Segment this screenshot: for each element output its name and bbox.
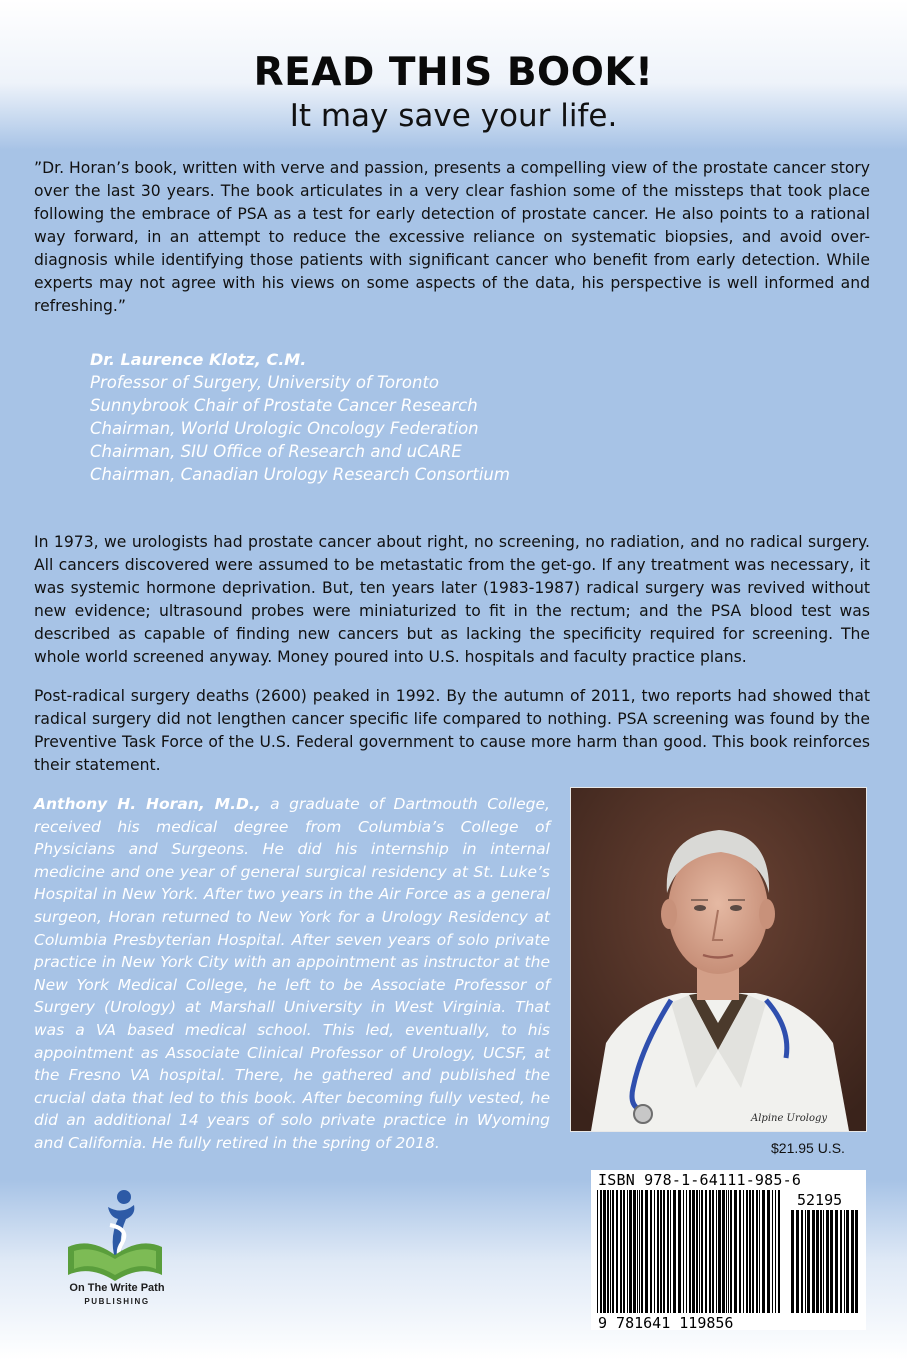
subheadline: It may save your life. [289, 98, 618, 134]
barcode-bar [840, 1210, 842, 1313]
endorser-name: Dr. Laurence Klotz, C.M. [90, 350, 307, 369]
barcode-bar [689, 1190, 691, 1313]
barcode-bar [722, 1190, 725, 1313]
barcode-supplement: 52195 [797, 1191, 843, 1209]
barcode-bar [597, 1190, 598, 1313]
author-name: Anthony H. Horan, M.D., [34, 795, 261, 813]
barcode-bar [718, 1190, 721, 1313]
endorsement-attribution [90, 348, 690, 486]
barcode-bar [739, 1190, 741, 1313]
barcode-bar [791, 1210, 794, 1313]
barcode-bar [855, 1210, 858, 1313]
endorser-title: Chairman, Canadian Urology Research Consortium [90, 465, 510, 484]
barcode-bar [851, 1210, 854, 1313]
publisher-name: On The Write Path [69, 1282, 165, 1294]
author-bio [34, 793, 550, 1155]
barcode-bar [801, 1210, 803, 1313]
barcode-bar [756, 1190, 758, 1313]
barcode-bar [816, 1210, 819, 1313]
supplement-bars [791, 1210, 858, 1313]
barcode-bar [627, 1190, 628, 1313]
price-label: $21.95 U.S. [771, 1140, 845, 1156]
barcode-bar [610, 1190, 611, 1313]
barcode-bar [712, 1190, 714, 1313]
barcode-bar [654, 1190, 655, 1313]
publisher-logo [60, 1185, 170, 1315]
barcode-bar [683, 1190, 684, 1313]
barcode-bar [746, 1190, 748, 1313]
barcode-bar [623, 1190, 625, 1313]
barcode-bar [835, 1210, 838, 1313]
barcode-bar [812, 1210, 815, 1313]
publisher-subtitle: PUBLISHING [84, 1297, 150, 1306]
barcode-bar [629, 1190, 632, 1313]
headline: READ THIS BOOK! [253, 50, 654, 95]
ean-bars [597, 1190, 780, 1313]
barcode-bar [778, 1190, 780, 1313]
barcode-bar [805, 1210, 806, 1313]
barcode-bar [633, 1190, 636, 1313]
barcode-bar [650, 1190, 652, 1313]
barcode-bar [637, 1190, 638, 1313]
barcode-bar [844, 1210, 845, 1313]
isbn-number: ISBN 978-1-64111-985-6 [598, 1171, 802, 1189]
barcode-bar [762, 1190, 765, 1313]
barcode-bar [667, 1190, 669, 1313]
barcode-bar [826, 1210, 829, 1313]
author-photo [570, 787, 867, 1132]
barcode-bar [820, 1210, 822, 1313]
barcode-bar [772, 1190, 773, 1313]
barcode-bar [705, 1190, 707, 1313]
endorser-title: Chairman, World Urologic Oncology Federation [90, 419, 479, 438]
barcode-bar [616, 1190, 618, 1313]
barcode-bar [699, 1190, 700, 1313]
barcode-bar [692, 1190, 695, 1313]
barcode-bar [734, 1190, 737, 1313]
barcode-bar [728, 1190, 729, 1313]
barcode-bar [612, 1190, 614, 1313]
synopsis-paragraph-2: Post-radical surgery deaths (2600) peaked in 1992. By the autumn of 2011, two reports had showed that radical surgery did not lengthen cancer specific life compared to nothing. PSA screening was found by the Preventive Task Force of the U.S. Federal government to cause more harm than good. This book reinforces their statement. [34, 687, 870, 774]
barcode-bar [673, 1190, 676, 1313]
synopsis-paragraph-1: In 1973, we urologists had prostate cancer about right, no screening, no radiation, and no radical surgery. All cancers discovered were assumed to be metastatic from the get-go. If any treatment was necessary, it was systemic hormone deprivation. But, ten years later (1983-1987) radical surgery was revived without new evidence; ultrasound probes were miniaturized to fit in the rectum; and the PSA blood test was described as capable of finding new cancers but as lacking the specificity required for screening. The whole world screened anyway. Money poured into U.S. hospitals and faculty practice plans. [34, 533, 870, 666]
endorser-title: Chairman, SIU Office of Research and uCARE [90, 442, 462, 461]
endorsement-quote: ”Dr. Horan’s book, written with verve and passion, presents a compelling view of the prostate cancer story over the last 30 years. The book articulates in a very clear fashion some of the missteps that took place following the embrace of PSA as a test for early detection of prostate cancer. He also points to a rational way forward, in an attempt to reduce the excessive reliance on systematic biopsies, and avoid over-diagnosis while identifying those patients with significant cancer who benefit from early detection. While experts may not agree with his views on some aspects of the data, his perspective is well informed and refreshing.” [34, 159, 870, 315]
barcode-bar [645, 1190, 648, 1313]
barcode-bar [846, 1210, 849, 1313]
barcode-bar [767, 1190, 770, 1313]
barcode-bar [701, 1190, 703, 1313]
barcode-bar [657, 1190, 659, 1313]
barcode-bar [696, 1190, 698, 1313]
coat-embroidery: Alpine Urology [751, 1113, 828, 1124]
barcode-bar [743, 1190, 744, 1313]
barcode-bar [678, 1190, 681, 1313]
barcode-bar [752, 1190, 754, 1313]
barcode-bar [726, 1190, 727, 1313]
barcode-bar [775, 1190, 776, 1313]
barcode-bar [686, 1190, 687, 1313]
barcode-bar [663, 1190, 665, 1313]
barcode-bar [639, 1190, 640, 1313]
barcode-bar [730, 1190, 732, 1313]
barcode-bar [600, 1190, 602, 1313]
barcode-bar [620, 1190, 622, 1313]
barcode-bar [796, 1210, 799, 1313]
author-bio-text: a graduate of Dartmouth College, received his medical degree from Columbia’s College of Physicians and Surgeons. He did his internship in internal medicine and one year of general surgical residency at St. Luke’s Hospital in New York. After two years in the Air Force as a general surgeon, Horan returned to New York for a Urology Residency at Columbia Presbyterian Hospital. After seven years of solo private practice in New York City with an appointment as instructor at the New York Medical College, he left to be Associate Professor of Surgery (Urology) at Marshall University in West Virginia. That was a VA based medical school. This led, eventually, to his appointment as Associate Clinical Professor of Urology, UCSF, at the Fresno VA hospital. There, he gathered and published the crucial data that led to this book. After becoming fully vested, he did an additional 14 years of solo private practice in Wyoming and California. He fully retired in the spring of 2018. [34, 795, 550, 1152]
endorser-title: Professor of Surgery, University of Toronto [90, 373, 440, 392]
barcode-bar [603, 1190, 606, 1313]
barcode-bar [807, 1210, 810, 1313]
barcode-bar [749, 1190, 751, 1313]
barcode-bar [660, 1190, 662, 1313]
barcode-bar [641, 1190, 643, 1313]
barcode-bar [830, 1210, 833, 1313]
endorser-title: Sunnybrook Chair of Prostate Cancer Research [90, 396, 478, 415]
barcode-bar [716, 1190, 717, 1313]
barcode-bar [607, 1190, 609, 1313]
barcode-bar [670, 1190, 671, 1313]
barcode-bar [823, 1210, 824, 1313]
barcode-bar [759, 1190, 760, 1313]
barcode-bar [709, 1190, 711, 1313]
ean-number: 9 781641 119856 [598, 1314, 734, 1332]
